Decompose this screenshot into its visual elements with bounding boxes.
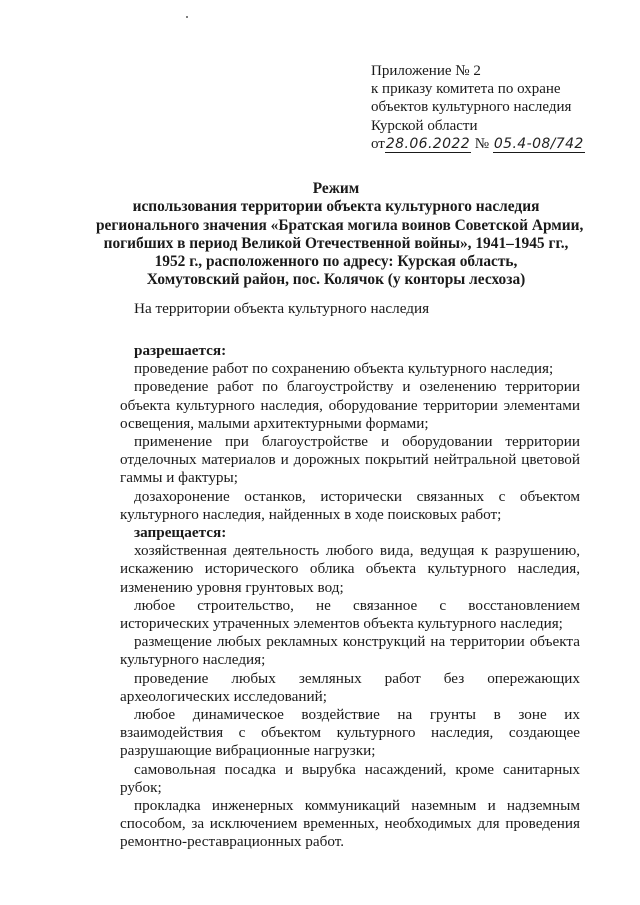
title-line-6: Хомутовский район, пос. Колячок (у конторы лесхоза) [146, 271, 526, 289]
date-prefix: от [371, 135, 385, 152]
title-line-4: погибших в период Великой Отечественной войны», 1941–1945 гг., [103, 234, 569, 252]
forbidden-item: хозяйственная деятельность любого вида, ведущая к разрушению, искажению исторического облика объекта культурного наследия, изменению уровня грунтовых вод; [120, 542, 580, 596]
appendix-line-2: к приказу комитета по охране [371, 81, 561, 98]
document-title [96, 180, 584, 290]
forbidden-item: размещение любых рекламных конструкций на территории объекта культурного наследия; [120, 633, 580, 669]
number-prefix: № [474, 135, 490, 152]
allowed-heading: разрешается: [134, 342, 227, 359]
scan-speck [186, 16, 188, 18]
appendix-line-4: Курской области [371, 117, 478, 134]
title-line-2: использования территории объекта культурного наследия [132, 198, 540, 216]
intro-text: На территории объекта культурного наследия [134, 300, 430, 317]
allowed-item: применение при благоустройстве и оборудовании территории отделочных материалов и дорожных покрытий нейтральной цветовой гаммы и фактуры; [120, 433, 580, 487]
title-line-5: 1952 г., расположенного по адресу: Курская область, [154, 253, 518, 271]
appendix-block [371, 62, 633, 153]
forbidden-item: любое строительство, не связанное с восстановлением исторических утраченных элементов объекта культурного наследия; [120, 596, 580, 633]
forbidden-item: прокладка инженерных коммуникаций наземным и надземным способом, за исключением временных, необходимых для проведения ремонтно-реставрационных работ. [120, 797, 580, 851]
title-line-1: Режим [312, 180, 360, 197]
forbidden-item: любое динамическое воздействие на грунты в зоне их взаимодействия с объектом культурного наследия, создающее разрушающие вибрационные нагрузки; [120, 706, 580, 760]
appendix-date-line [371, 135, 633, 153]
forbidden-item: самовольная посадка и вырубка насаждений, кроме санитарных рубок; [120, 760, 580, 796]
appendix-line-1: Приложение № 2 [371, 63, 481, 79]
date-value: 28.06.2022 [385, 135, 471, 152]
forbidden-item: проведение любых земляных работ без опережающих археологических исследований; [120, 669, 580, 705]
allowed-item: проведение работ по сохранению объекта культурного наследия; [134, 360, 554, 378]
allowed-item: проведение работ по благоустройству и озеленению территории объекта культурного наследия, оборудование территории элементами освещения, малыми архитектурными формами; [120, 378, 580, 432]
appendix-line-3: объектов культурного наследия [371, 99, 572, 116]
allowed-item: дозахоронение останков, исторически связанных с объектом культурного наследия, найденных в ходе поисковых работ; [120, 487, 580, 523]
number-value: 05.4-08/742 [493, 135, 584, 152]
document-body [120, 300, 580, 852]
title-line-3: регионального значения «Братская могила воинов Советской Армии, [96, 216, 584, 234]
forbidden-heading: запрещается: [134, 524, 227, 542]
